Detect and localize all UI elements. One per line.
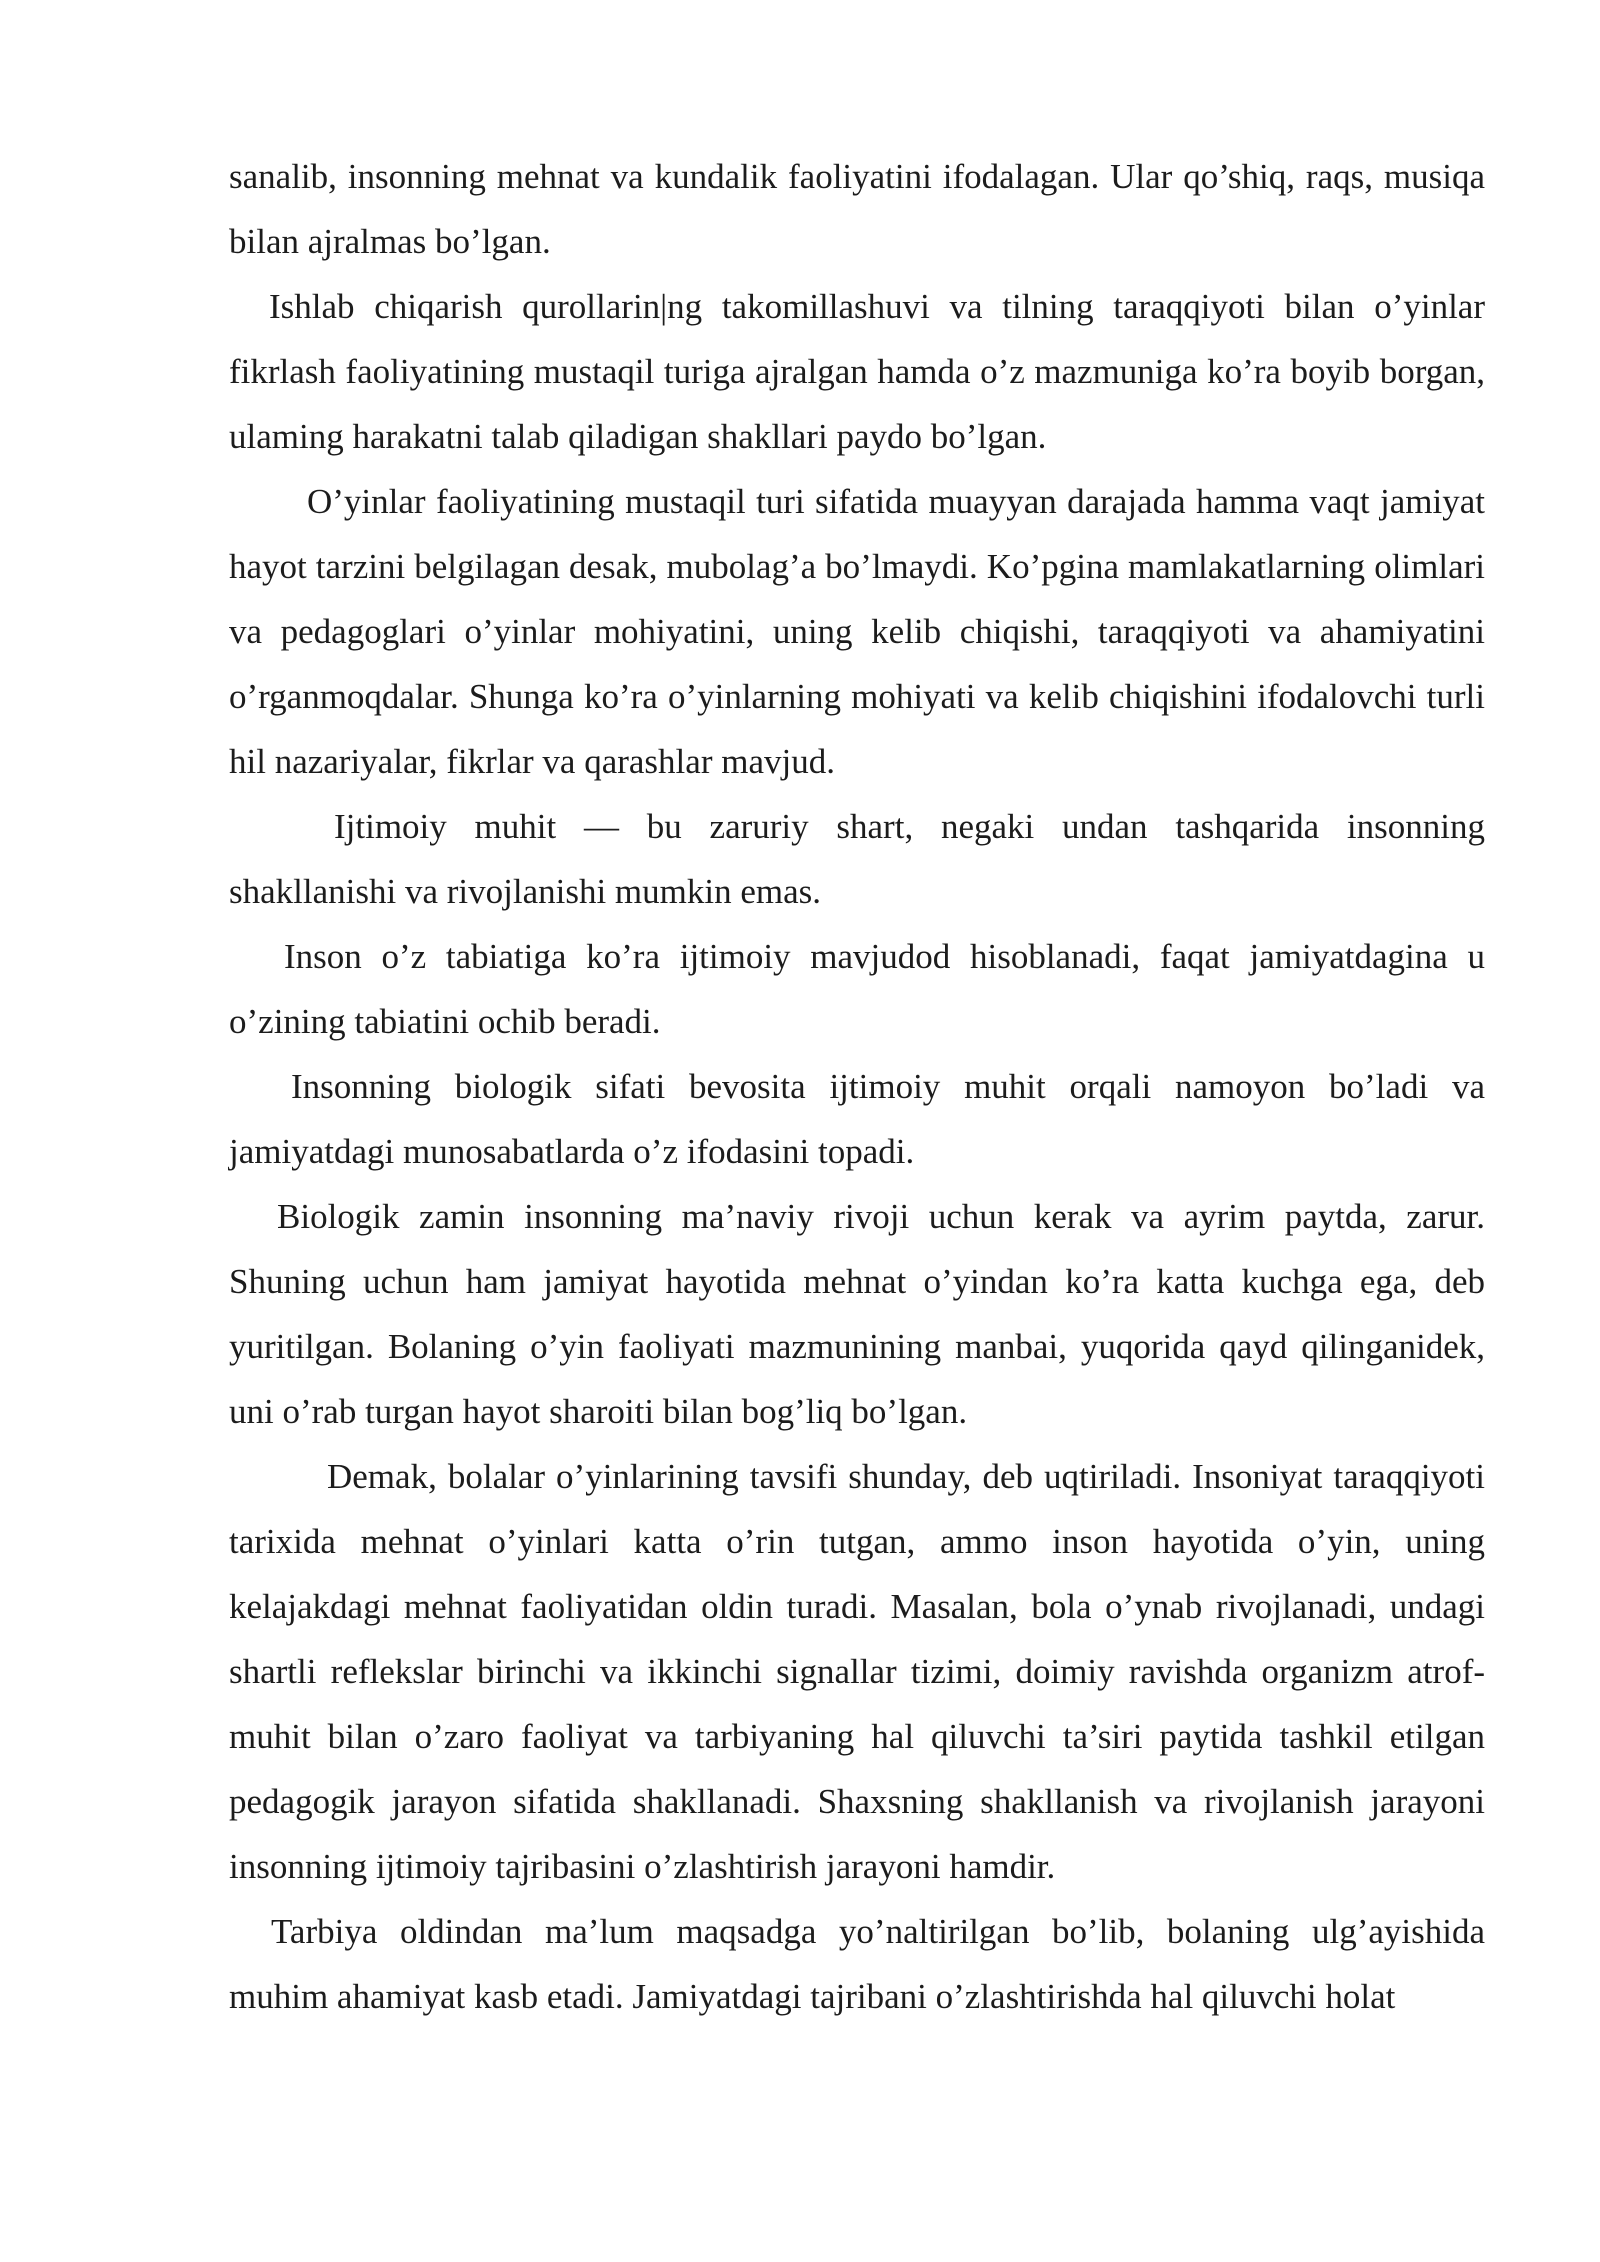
paragraph-4: Ijtimoiy muhit — bu zaruriy shart, negaki undan tashqarida insonning shakllanishi va rivojlanishi mumkin emas. [229,807,1485,911]
paragraph-5: Inson o’z tabiatiga ko’ra ijtimoiy mavjudod hisoblanadi, faqat jamiyatdagina u o’zining tabiatini ochib beradi. [229,937,1485,1041]
paragraph-9: Tarbiya oldindan ma’lum maqsadga yo’naltirilgan bo’lib, bolaning ulg’ayishida muhim ahamiyat kasb etadi. Jamiyatdagi tajribani o’zlashtirishda hal qiluvchi holat [229,1912,1485,2016]
paragraph-8: Demak, bolalar o’yinlarining tavsifi shunday, deb uqtiriladi. Insoniyat taraqqiyoti tarixida mehnat o’yinlari katta o’rin tutgan, ammo inson hayotida o’yin, uning kelajakdagi mehnat faoliyatidan oldin turadi. Masalan, bola o’ynab rivojlanadi, undagi shartli reflekslar birinchi va ikkinchi signallar tizimi, doimiy ravishda organizm atrof-muhit bilan o’zaro faoliyat va tarbiyaning hal qiluvchi ta’siri paytida tashkil etilgan pedagogik jarayon sifatida shakllanadi. Shaxsning shakllanish va rivojlanish jarayoni insonning ijtimoiy tajribasini o’zlashtirish jarayoni hamdir. [229,1457,1485,1886]
paragraph-6: Insonning biologik sifati bevosita ijtimoiy muhit orqali namoyon bo’ladi va jamiyatdagi munosabatlarda o’z ifodasini topadi. [229,1067,1485,1171]
paragraph-1: sanalib, insonning mehnat va kundalik faoliyatini ifodalagan. Ular qo’shiq, raqs, musiqa bilan ajralmas bo’lgan. [229,157,1485,261]
paragraph-2: Ishlab chiqarish qurollarin|ng takomillashuvi va tilning taraqqiyoti bilan o’yinlar fikrlash faoliyatining mustaqil turiga ajralgan hamda o’z mazmuniga ko’ra boyib borgan, ulaming harakatni talab qiladigan shakllari paydo bo’lgan. [229,287,1485,456]
document-page [229,144,1485,2029]
paragraph-3: O’yinlar faoliyatining mustaqil turi sifatida muayyan darajada hamma vaqt jamiyat hayot tarzini belgilagan desak, mubolag’a bo’lmaydi. Ko’pgina mamlakatlarning olimlari va pedagoglari o’yinlar mohiyatini, uning kelib chiqishi, taraqqiyoti va ahamiyatini o’rganmoqdalar. Shunga ko’ra o’yinlarning mohiyati va kelib chiqishini ifodalovchi turli hil nazariyalar, fikrlar va qarashlar mavjud. [229,482,1485,781]
paragraph-7: Biologik zamin insonning ma’naviy rivoji uchun kerak va ayrim paytda, zarur. Shuning uchun ham jamiyat hayotida mehnat o’yindan ko’ra katta kuchga ega, deb yuritilgan. Bolaning o’yin faoliyati mazmunining manbai, yuqorida qayd qilinganidek, uni o’rab turgan hayot sharoiti bilan bog’liq bo’lgan. [229,1197,1485,1431]
